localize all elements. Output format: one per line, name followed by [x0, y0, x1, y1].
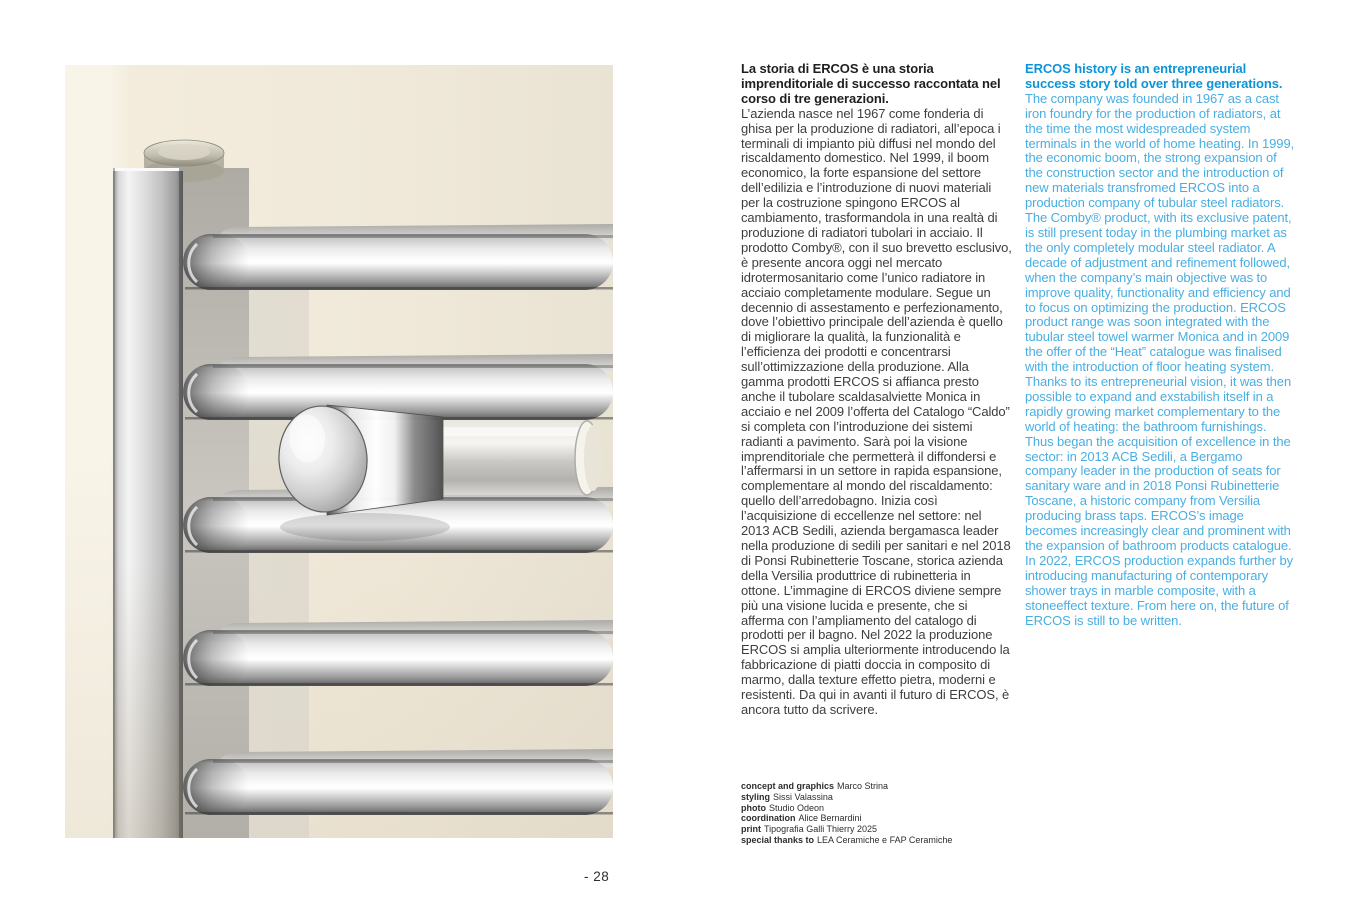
article-italian	[741, 62, 1013, 718]
vertical-post	[113, 168, 183, 838]
article-english	[1025, 62, 1297, 628]
page-number: - 28	[584, 869, 610, 884]
credit-line-styling: styling Sissi Valassina	[741, 791, 833, 802]
chrome-towel-radiator-illustration	[65, 65, 613, 838]
article-italian-body: L’azienda nasce nel 1967 come fonderia di ghisa per la produzione di radiatori, all’epoca i terminali di impianto più diffusi nel mondo del riscaldamento domestico. Nel 1999, il boom economico, la forte espansione del settore dell’edilizia e l’introduzione di nuovi materiali per la costruzione spingono ERCOS al cambiamento, trasformandola in una realtà di produzione di radiatori tubolari in acciaio. Il prodotto Comby®, con il suo brevetto esclusivo, è presente ancora oggi nel mercato idrotermosanitario come l’unico radiatore in acciaio completamente modulare. Segue un decennio di assestamento e perfezionamento, dove l’obiettivo principale dell’azienda è quello di migliorare la qualità, la funzionalità e l’efficienza dei prodotti e concentrarsi sull’ottimizzazione della produzione. Alla gamma prodotti ERCOS si affianca presto anche il tubolare scaldasalviette Monica in acciaio e nel 2009 l’offerta del Catalogo “Caldo” si completa con l’introduzione dei sistemi radianti a pavimento. Sarà poi la visione imprenditoriale che permetterà il diffondersi e l’affermarsi in un settore in rapida espansione, complementare al mondo del riscaldamento: quello dell’arredobagno. Inizia così l’acquisizione di eccellenze nel settore: nel 2013 ACB Sedili, azienda bergamasca leader nella produzione di sedili per sanitari e nel 2018 di Ponsi Rubinetterie Toscane, storica azienda della Versilia produttrice di rubinetteria in ottone. L’immagine di ERCOS diviene sempre più una visione lucida e presente, che si afferma con l’ampliamento del catalogo di prodotti per il bagno. Nel 2022 la produzione ERCOS si amplia ulteriormente introducendo la fabbricazione di piatti doccia in composito di marmo, dalla texture effetto pietra, moderni e resistenti. Da qui in avanti il futuro di ERCOS, è ancora tutto da scrivere.	[741, 105, 1012, 717]
credit-line-photo: photo Studio Odeon	[741, 802, 825, 813]
article-english-heading: ERCOS history is an entrepreneurial success story told over three generations.	[1025, 61, 1283, 91]
credit-line-print: print Tipografia Galli Thierry 2025	[741, 824, 878, 835]
colophon-credits	[741, 781, 952, 846]
radiator-photo	[65, 65, 613, 838]
article-italian-heading: La storia di ERCOS è una storia imprenditoriale di successo raccontata nel corso di tre generazioni.	[741, 61, 1001, 106]
credit-line-concept: concept and graphics Marco Strina	[741, 781, 889, 791]
credit-line-thanks: special thanks to LEA Ceramiche e FAP Ceramiche	[741, 834, 953, 845]
article-english-body: The company was founded in 1967 as a cast iron foundry for the production of radiators, at the time the most widespreaded system terminals in the world of home heating. In 1999, the economic boom, the strong expansion of the construction sector and the introduction of new materials transfromed ERCOS into a production company of tubular steel radiators. The Comby® product, with its exclusive patent, is still present today in the plumbing market as the only completely modular steel radiator. A decade of adjustment and refinement followed, when the company’s main objective was to improve quality, functionality and efficiency and to focus on optimizing the production. ERCOS product range was soon integrated with the tubular steel towel warmer Monica and in 2009 the offer of the “Heat” catalogue was finalised with the introduction of floor heating system. Thanks to its entrepreneurial vision, it was then possible to expand and exstabilish itself in a rapidly growing market complementary to the world of heating: the bathroom furnishings. Thus began the acquisition of excellence in the sector: in 2013 ACB Sedili, a Bergamo company leader in the production of seats for sanitary ware and in 2018 Ponsi Rubinetterie Toscane, a historic company from Versilia producing brass taps. ERCOS’s image becomes increasingly clear and prominent with the expansion of bathroom products catalogue. In 2022, ERCOS production expands further by introducing manufacturing of contemporary shower trays in marble composite, with a stoneeffect texture. From here on, the future of ERCOS is still to be written.	[1025, 90, 1295, 628]
credit-line-coordination: coordination Alice Bernardini	[741, 813, 862, 824]
